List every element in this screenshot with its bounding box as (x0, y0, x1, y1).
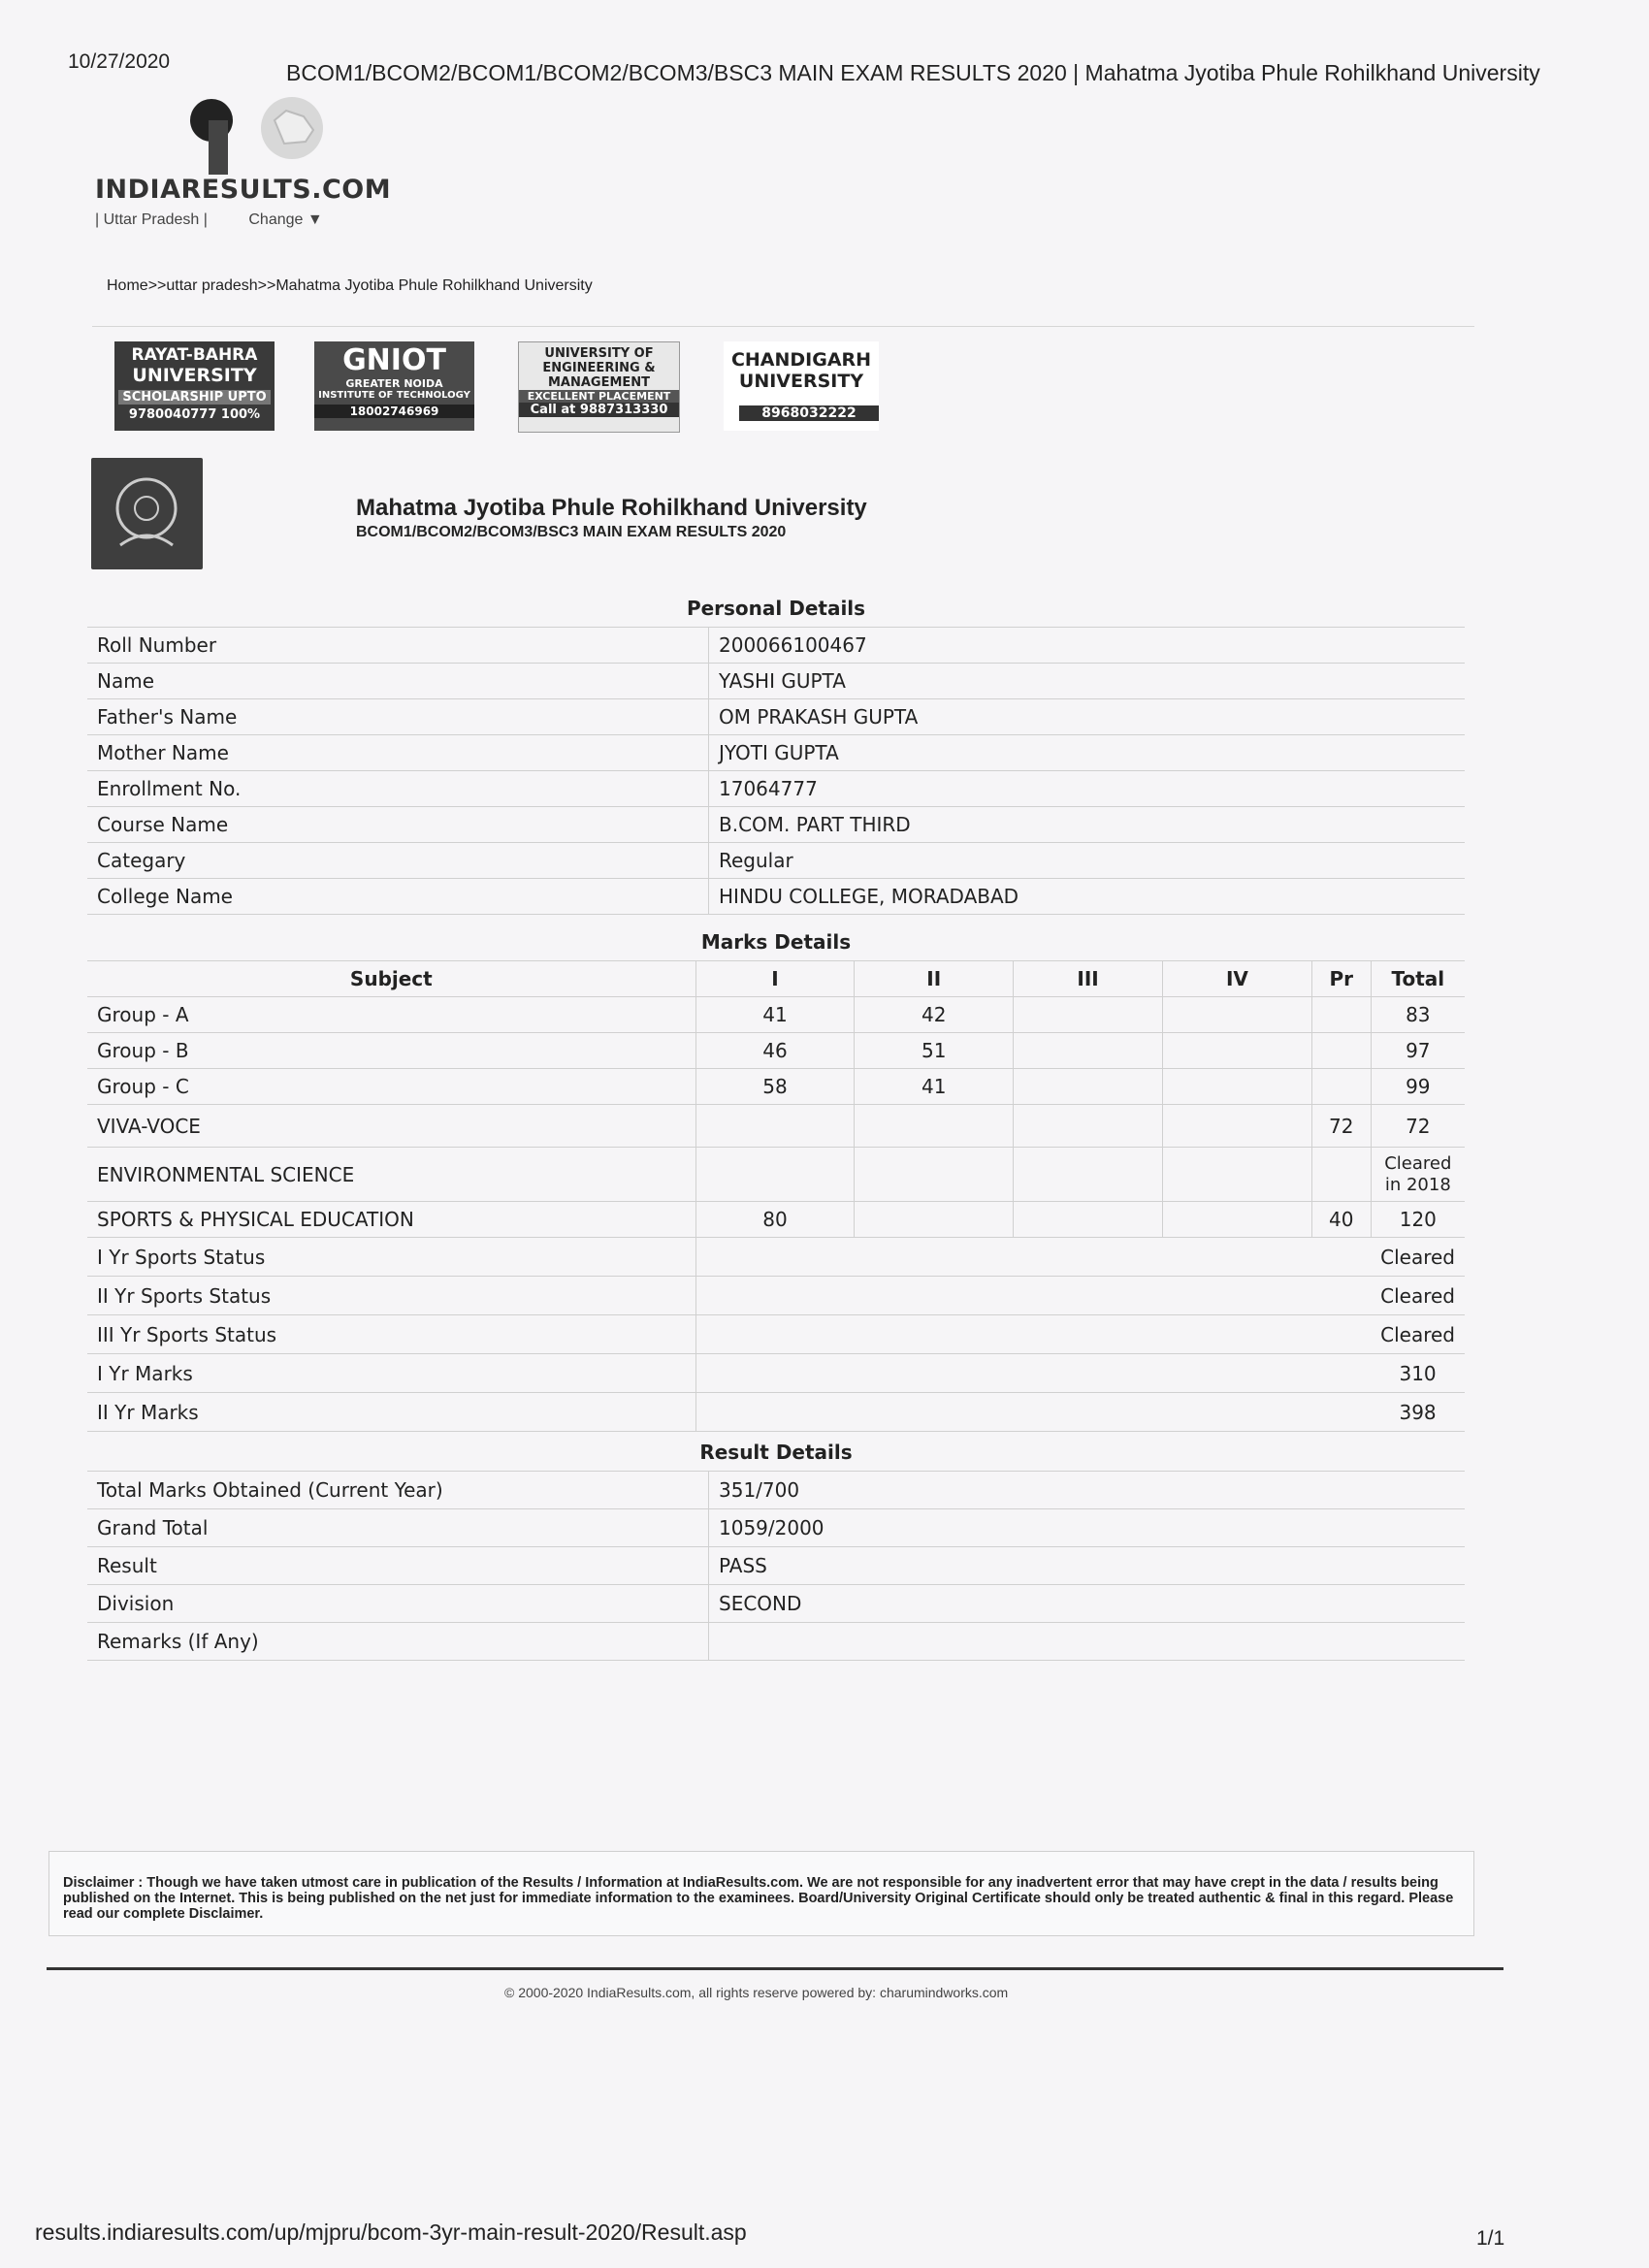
status-value: 398 (1371, 1393, 1465, 1432)
field-label: Mother Name (87, 735, 709, 771)
ad-line: 8968032222 (739, 405, 879, 421)
copyright: © 2000-2020 IndiaResults.com, all rights reserve powered by: charumindworks.com (504, 1985, 1009, 2000)
mark-cell (1311, 1148, 1371, 1202)
mark-cell: 80 (695, 1202, 855, 1238)
mark-cell (1014, 1148, 1163, 1202)
table-row (87, 699, 1465, 735)
field-value: Regular (709, 843, 1466, 879)
ad-line: CHANDIGARH (730, 349, 872, 371)
mark-cell: 42 (855, 997, 1014, 1033)
field-label: Grand Total (87, 1509, 709, 1547)
field-label: College Name (87, 879, 709, 915)
column-header: Total (1371, 961, 1465, 997)
field-value: YASHI GUPTA (709, 664, 1466, 699)
column-header: Pr (1311, 961, 1371, 997)
mark-cell (1014, 997, 1163, 1033)
table-row (87, 1033, 1465, 1069)
table-row (87, 1202, 1465, 1238)
ad-line: GREATER NOIDA (345, 377, 443, 390)
field-value: PASS (709, 1547, 1466, 1585)
table-row (87, 628, 1465, 664)
mark-cell: 72 (1311, 1105, 1371, 1148)
breadcrumb-separator: >> (257, 277, 276, 294)
table-row (87, 735, 1465, 771)
ad-banner-gniot[interactable] (314, 341, 474, 431)
table-row (87, 843, 1465, 879)
mark-cell: 41 (695, 997, 855, 1033)
section-heading: Marks Details (87, 923, 1465, 961)
table-row (87, 1509, 1465, 1547)
university-seal-icon (91, 458, 203, 569)
column-header: III (1014, 961, 1163, 997)
print-url: results.indiaresults.com/up/mjpru/bcom-3yr-main-result-2020/Result.asp (35, 2219, 747, 2245)
ad-line: SCHOLARSHIP UPTO (118, 390, 271, 405)
field-value: OM PRAKASH GUPTA (709, 699, 1466, 735)
divider (47, 1967, 1504, 1970)
logo-text: INDIARESULTS.COM (95, 175, 392, 205)
ad-line: GNIOT (342, 343, 446, 377)
divider (92, 326, 1474, 327)
mark-cell (1162, 1069, 1311, 1105)
total-cell: 72 (1371, 1105, 1465, 1148)
field-label: Name (87, 664, 709, 699)
subject-cell: SPORTS & PHYSICAL EDUCATION (87, 1202, 695, 1238)
breadcrumb-university[interactable]: Mahatma Jyotiba Phule Rohilkhand University (275, 277, 593, 294)
personal-details-table (87, 590, 1465, 915)
disclaimer-box (48, 1851, 1474, 1936)
site-logo[interactable] (93, 91, 392, 228)
field-value: 351/700 (709, 1472, 1466, 1509)
breadcrumb-home[interactable]: Home (107, 277, 148, 294)
table-row (87, 664, 1465, 699)
status-value: Cleared (1371, 1277, 1465, 1315)
mark-cell (855, 1148, 1014, 1202)
disclaimer-text[interactable]: Though we have taken utmost care in publication of the Results / Information at IndiaResults.com. We are not responsible for any inadvertent error that may have crept in the data / results being published on the Internet. This is being published on the net just for immediate information to the examinees. Board/University Original Certificate should only be treated authentic & final in this regard. Please read our complete Disclaimer. (63, 1875, 1454, 1922)
breadcrumb-separator: >> (147, 277, 167, 294)
status-label: II Yr Sports Status (87, 1277, 695, 1315)
state-label: | Uttar Pradesh | (95, 211, 208, 228)
field-value: JYOTI GUPTA (709, 735, 1466, 771)
status-label: III Yr Sports Status (87, 1315, 695, 1354)
column-header: II (855, 961, 1014, 997)
table-row (87, 879, 1465, 915)
status-value: Cleared (1371, 1238, 1465, 1277)
mark-cell (1014, 1033, 1163, 1069)
ad-line: UNIVERSITY (132, 365, 257, 386)
subject-cell: Group - A (87, 997, 695, 1033)
ad-line: ENGINEERING & (542, 361, 656, 375)
field-label: Course Name (87, 807, 709, 843)
mark-cell (1162, 1202, 1311, 1238)
print-date: 10/27/2020 (68, 50, 171, 73)
mark-cell (1311, 997, 1371, 1033)
marks-details-table (87, 923, 1465, 1432)
ad-line: EXCELLENT PLACEMENT (519, 390, 679, 403)
table-row (87, 1069, 1465, 1105)
mark-cell (1014, 1202, 1163, 1238)
university-name: Mahatma Jyotiba Phule Rohilkhand University (356, 495, 867, 521)
ad-line: 9780040777 100% (128, 407, 261, 422)
mark-cell: 51 (855, 1033, 1014, 1069)
field-label: Father's Name (87, 699, 709, 735)
field-label: Division (87, 1585, 709, 1623)
field-label: Result (87, 1547, 709, 1585)
table-header-row (87, 961, 1465, 997)
ad-line: RAYAT-BAHRA (131, 345, 258, 365)
mark-cell (1311, 1033, 1371, 1069)
field-value: 17064777 (709, 771, 1466, 807)
subject-cell: ENVIRONMENTAL SCIENCE (87, 1148, 695, 1202)
table-row (87, 771, 1465, 807)
mark-cell (1162, 1033, 1311, 1069)
breadcrumb-state[interactable]: uttar pradesh (166, 277, 258, 294)
subject-cell: VIVA-VOCE (87, 1105, 695, 1148)
status-label: II Yr Marks (87, 1393, 695, 1432)
table-row (87, 997, 1465, 1033)
column-header: IV (1162, 961, 1311, 997)
mark-cell: 58 (695, 1069, 855, 1105)
table-row (87, 1623, 1465, 1661)
status-value: 310 (1371, 1354, 1465, 1393)
mark-cell: 41 (855, 1069, 1014, 1105)
table-row (87, 1585, 1465, 1623)
status-label: I Yr Marks (87, 1354, 695, 1393)
total-cell: Cleared in 2018 (1371, 1148, 1465, 1202)
ad-banner-rayat-bahra[interactable] (114, 341, 275, 431)
mark-cell (1311, 1069, 1371, 1105)
mark-cell (1162, 1105, 1311, 1148)
mark-cell (1162, 1148, 1311, 1202)
ad-line: 18002746969 (314, 405, 474, 418)
field-value: HINDU COLLEGE, MORADABAD (709, 879, 1466, 915)
table-row (87, 1547, 1465, 1585)
field-label: Enrollment No. (87, 771, 709, 807)
total-cell: 99 (1371, 1069, 1465, 1105)
ad-line: UNIVERSITY OF (544, 346, 654, 361)
field-value: B.COM. PART THIRD (709, 807, 1466, 843)
disclaimer-title: Disclaimer : (63, 1875, 144, 1891)
table-row (87, 1148, 1465, 1202)
status-value: Cleared (1371, 1315, 1465, 1354)
status-label: I Yr Sports Status (87, 1238, 695, 1277)
field-label: Roll Number (87, 628, 709, 664)
ad-line: UNIVERSITY (738, 371, 864, 392)
section-heading: Personal Details (87, 590, 1465, 628)
table-row (87, 1315, 1465, 1354)
total-cell: 97 (1371, 1033, 1465, 1069)
field-value: SECOND (709, 1585, 1466, 1623)
field-value: 200066100467 (709, 628, 1466, 664)
exam-title: BCOM1/BCOM2/BCOM3/BSC3 MAIN EXAM RESULTS 2020 (356, 524, 787, 540)
table-row (87, 1393, 1465, 1432)
field-value (709, 1623, 1466, 1661)
logo-graphic-icon (185, 91, 340, 183)
table-row (87, 1277, 1465, 1315)
ad-banner-uem[interactable] (518, 341, 680, 433)
table-row (87, 807, 1465, 843)
subject-cell: Group - C (87, 1069, 695, 1105)
total-cell: 83 (1371, 997, 1465, 1033)
field-label: Remarks (If Any) (87, 1623, 709, 1661)
print-page-number: 1/1 (1476, 2227, 1505, 2250)
mark-cell (1014, 1069, 1163, 1105)
state-selector (95, 211, 323, 229)
mark-cell (1014, 1105, 1163, 1148)
column-header: Subject (87, 961, 695, 997)
change-state-link[interactable]: Change ▼ (248, 211, 323, 228)
field-label: Categary (87, 843, 709, 879)
ad-line: Call at 9887313330 (519, 403, 679, 417)
ad-line: MANAGEMENT (547, 375, 651, 390)
mark-cell (1162, 997, 1311, 1033)
ad-line: INSTITUTE OF TECHNOLOGY (318, 390, 470, 401)
table-row (87, 1472, 1465, 1509)
field-label: Total Marks Obtained (Current Year) (87, 1472, 709, 1509)
mark-cell (695, 1105, 855, 1148)
mark-cell: 46 (695, 1033, 855, 1069)
section-heading: Result Details (87, 1434, 1465, 1472)
print-title: BCOM1/BCOM2/BCOM1/BCOM2/BCOM3/BSC3 MAIN EXAM RESULTS 2020 | Mahatma Jyotiba Phule Rohilkhand University (286, 60, 1540, 85)
table-row (87, 1105, 1465, 1148)
field-value: 1059/2000 (709, 1509, 1466, 1547)
table-row (87, 1238, 1465, 1277)
breadcrumb (107, 277, 593, 295)
table-row (87, 1354, 1465, 1393)
subject-cell: Group - B (87, 1033, 695, 1069)
mark-cell (695, 1148, 855, 1202)
mark-cell: 40 (1311, 1202, 1371, 1238)
mark-cell (855, 1202, 1014, 1238)
mark-cell (855, 1105, 1014, 1148)
result-details-table (87, 1434, 1465, 1661)
ad-banner-chandigarh-university[interactable] (724, 341, 879, 431)
column-header: I (695, 961, 855, 997)
total-cell: 120 (1371, 1202, 1465, 1238)
